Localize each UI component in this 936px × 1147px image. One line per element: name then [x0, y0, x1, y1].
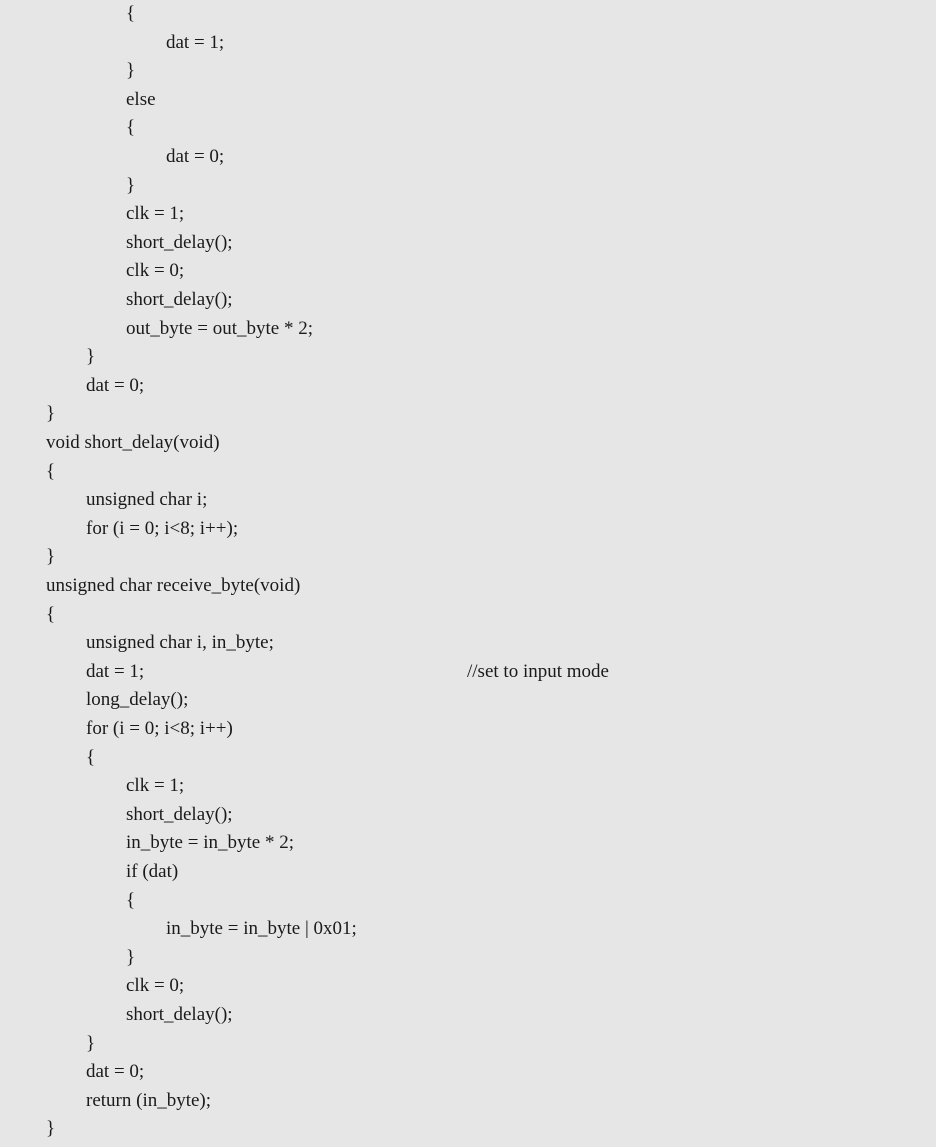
code-line: dat = 0;: [86, 1061, 145, 1082]
code-line: short_delay();: [126, 804, 233, 825]
code-line: }: [86, 1033, 96, 1054]
code-line: {: [126, 117, 136, 138]
code-line: void short_delay(void): [46, 432, 220, 453]
code-line: }: [126, 175, 136, 196]
code-line: clk = 0;: [126, 260, 185, 281]
code-line: unsigned char i, in_byte;: [86, 632, 274, 653]
code-line: }: [126, 60, 136, 81]
code-line: if (dat): [126, 861, 179, 882]
code-line: dat = 1;: [166, 32, 225, 53]
code-line: }: [46, 403, 56, 424]
code-line: return (in_byte);: [86, 1090, 212, 1111]
code-line: short_delay();: [126, 232, 233, 253]
code-line: unsigned char receive_byte(void): [46, 575, 301, 596]
code-line: {: [126, 890, 136, 911]
code-line: for (i = 0; i<8; i++);: [86, 518, 239, 539]
code-line: dat = 0;: [166, 146, 225, 167]
code-line: clk = 1;: [126, 203, 185, 224]
code-line: unsigned char i;: [86, 489, 208, 510]
code-line: }: [46, 1118, 56, 1139]
code-line: dat = 0;: [86, 375, 145, 396]
code-line: else: [126, 89, 156, 110]
code-line: dat = 1;: [86, 661, 145, 682]
code-line: {: [126, 3, 136, 24]
code-line: {: [46, 604, 56, 625]
code-line: {: [86, 747, 96, 768]
code-line: clk = 0;: [126, 975, 185, 996]
code-line: {: [46, 461, 56, 482]
code-line: out_byte = out_byte * 2;: [126, 318, 313, 339]
code-comment: //set to input mode: [467, 661, 609, 682]
code-line: }: [46, 546, 56, 567]
code-line: short_delay();: [126, 1004, 233, 1025]
code-line: }: [86, 346, 96, 367]
code-line: in_byte = in_byte | 0x01;: [166, 918, 357, 939]
code-line: for (i = 0; i<8; i++): [86, 718, 233, 739]
code-line: short_delay();: [126, 289, 233, 310]
code-line: }: [126, 947, 136, 968]
code-line: clk = 1;: [126, 775, 185, 796]
code-line: long_delay();: [86, 689, 189, 710]
code-line: in_byte = in_byte * 2;: [126, 832, 294, 853]
